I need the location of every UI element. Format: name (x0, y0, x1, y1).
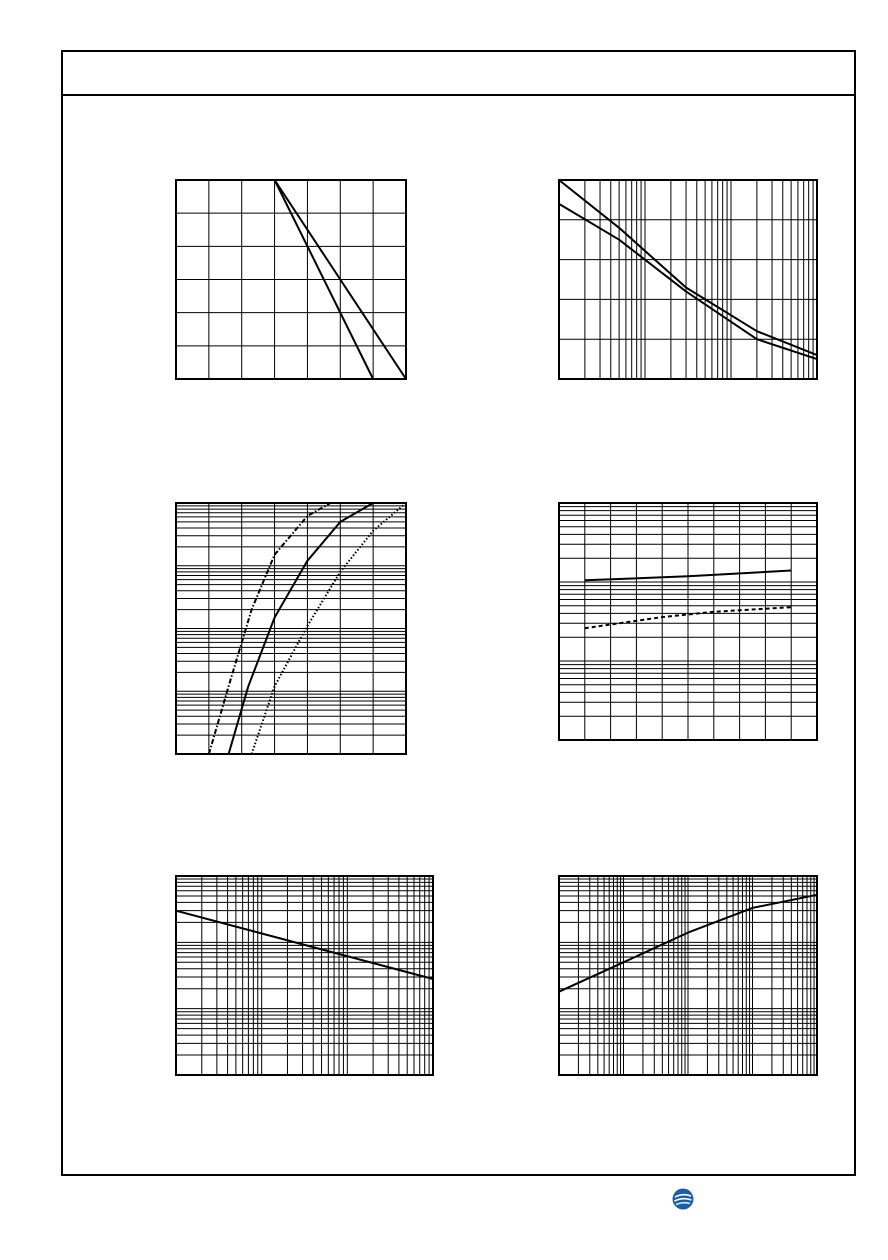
company-logo-icon (672, 1188, 694, 1210)
chart-3 (176, 503, 406, 754)
gridlines (176, 180, 406, 379)
chart-6 (559, 876, 817, 1075)
chart-5 (176, 876, 433, 1075)
header-band (63, 52, 854, 96)
gridlines (559, 503, 817, 740)
plot-frame (176, 876, 433, 1075)
gridlines (176, 876, 433, 1075)
gridlines (176, 503, 406, 754)
chart-4 (559, 503, 817, 740)
chart-2 (559, 180, 817, 379)
gridlines (559, 876, 817, 1075)
series-1-line (559, 180, 817, 355)
chart-1 (176, 180, 406, 379)
series-2-line (559, 204, 817, 359)
